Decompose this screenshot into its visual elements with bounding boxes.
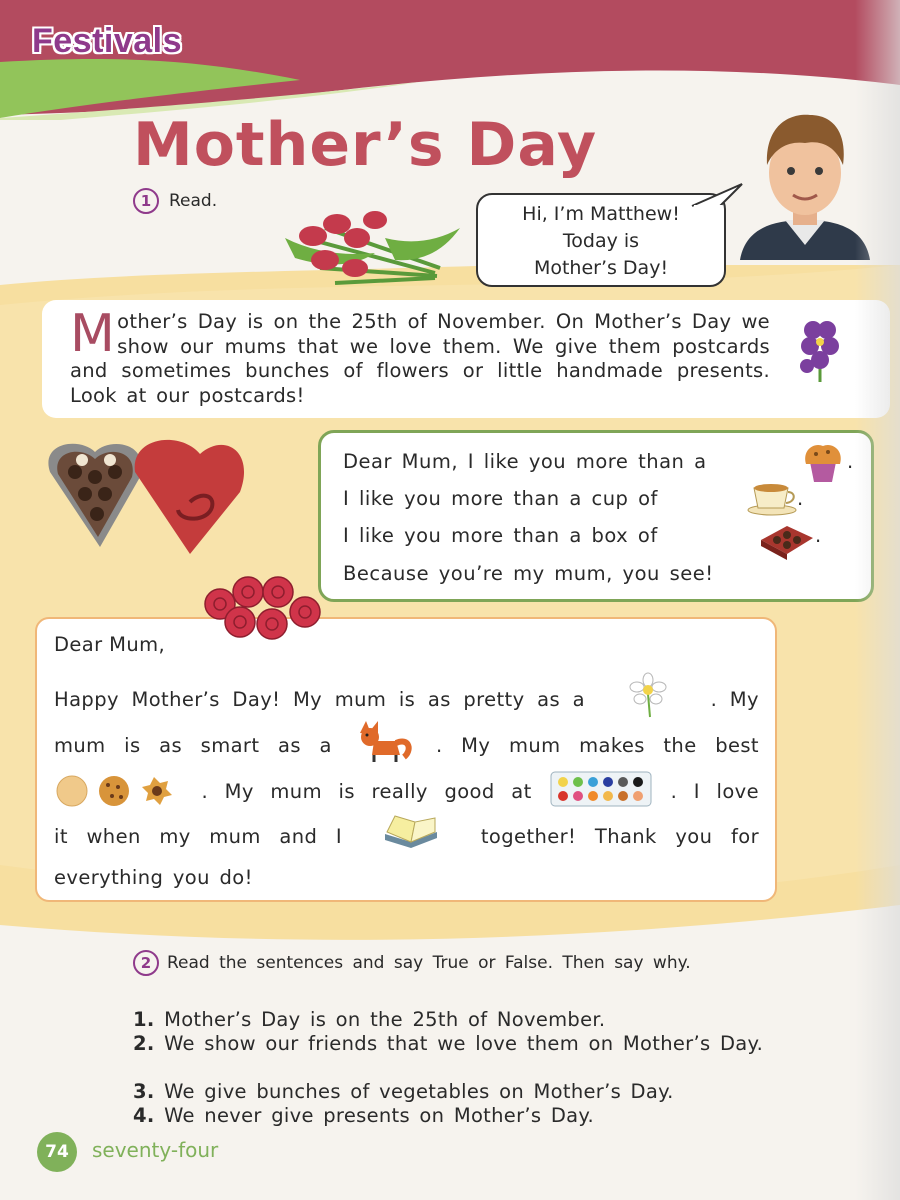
letter-line-3-end: . I love: [670, 779, 759, 803]
question-4: [133, 1104, 594, 1127]
letter-line-3-text: . My mum is really good at: [201, 779, 532, 803]
paint-palette-icon: [549, 770, 653, 808]
question-4-number: 4.: [133, 1104, 155, 1127]
poem-line-2-end: .: [797, 487, 804, 510]
question-2-number: 2.: [133, 1032, 155, 1055]
poem-line-1-text: Dear Mum, I like you more than a: [343, 450, 707, 473]
letter-line-3: [54, 773, 759, 809]
letter-closing: everything you do!: [54, 866, 253, 889]
violet-flower-icon: [795, 318, 845, 383]
page-edge-shadow: [855, 0, 900, 1200]
exercise-number-badge: 1: [133, 188, 159, 214]
letter-line-2-text: mum is as smart as a: [54, 733, 332, 757]
question-2-text: We show our friends that we love them on Mother’s Day.: [164, 1032, 764, 1055]
tulips-image: [265, 198, 465, 293]
letter-line-4-text: it when my mum and I: [54, 824, 343, 848]
open-book-icon: [381, 812, 441, 852]
intro-paragraph: [70, 304, 770, 408]
bubble-line-3: Mother’s Day!: [533, 257, 669, 279]
letter-line-1-text: Happy Mother’s Day! My mum is as pretty as a: [54, 687, 586, 711]
drop-cap: M: [70, 304, 116, 364]
page-number-words: seventy-four: [92, 1138, 219, 1162]
question-3-number: 3.: [133, 1080, 155, 1103]
daisy-icon: [628, 672, 668, 718]
exercise-number-badge: 2: [133, 950, 159, 976]
poem-line-2: [343, 487, 658, 510]
bubble-line-2: Today is: [562, 230, 640, 252]
letter-line-2-end: . My mum makes the best: [435, 733, 759, 757]
question-2: [133, 1032, 833, 1056]
question-1-text: Mother’s Day is on the 25th of November.: [164, 1008, 606, 1031]
letter-line-4-end: together! Thank you for: [480, 824, 759, 848]
teacup-icon: [746, 478, 798, 516]
question-1: [133, 1008, 605, 1031]
poem-line-4: [343, 562, 714, 585]
letter-line-2: [54, 727, 759, 763]
poem-line-3-end: .: [815, 524, 822, 547]
poem-line-4-text: Because you’re my mum, you see!: [343, 562, 714, 585]
page-number-badge: 74: [37, 1132, 77, 1172]
letter-line-4: [54, 820, 759, 852]
intro-text: other’s Day is on the 25th of November. On Mother’s Day we show our mums that we love them. We give them postcards and sometimes bunches of flowers or little handmade presents. Look at our postcards!: [70, 310, 770, 407]
exercise-2-instruction: Read the sentences and say True or False. Then say why.: [167, 953, 691, 973]
roses-icon: [200, 572, 330, 642]
page-title: Mother’s Day: [133, 110, 598, 180]
question-1-number: 1.: [133, 1008, 155, 1031]
bubble-line-1: Hi, I’m Matthew!: [522, 203, 680, 225]
question-3-text: We give bunches of vegetables on Mother’s Day.: [164, 1080, 674, 1103]
poem-line-3-text: I like you more than a box of: [343, 524, 658, 547]
poem-line-1: [343, 450, 707, 473]
poem-line-2-text: I like you more than a cup of: [343, 487, 658, 510]
letter-greeting: Dear Mum,: [54, 633, 166, 656]
exercise-1-heading: [133, 188, 217, 214]
section-label: Festivals: [32, 22, 183, 60]
cupcake-icon: [800, 440, 846, 484]
chocolate-box-icon: [757, 518, 815, 560]
letter-line-1: [54, 680, 759, 718]
question-3: [133, 1080, 674, 1103]
poem-line-1-end: .: [847, 450, 854, 473]
exercise-1-instruction: Read.: [169, 191, 218, 211]
chocolate-heart-box-image: [40, 432, 250, 557]
cookies-icon: [54, 773, 184, 809]
speech-bubble: [476, 193, 726, 287]
question-4-text: We never give presents on Mother’s Day.: [164, 1104, 594, 1127]
poem-line-3: [343, 524, 658, 547]
exercise-2-heading: [133, 950, 773, 977]
boy-portrait: [735, 105, 875, 260]
fox-icon: [356, 719, 412, 763]
letter-line-1-end: . My: [710, 687, 759, 711]
